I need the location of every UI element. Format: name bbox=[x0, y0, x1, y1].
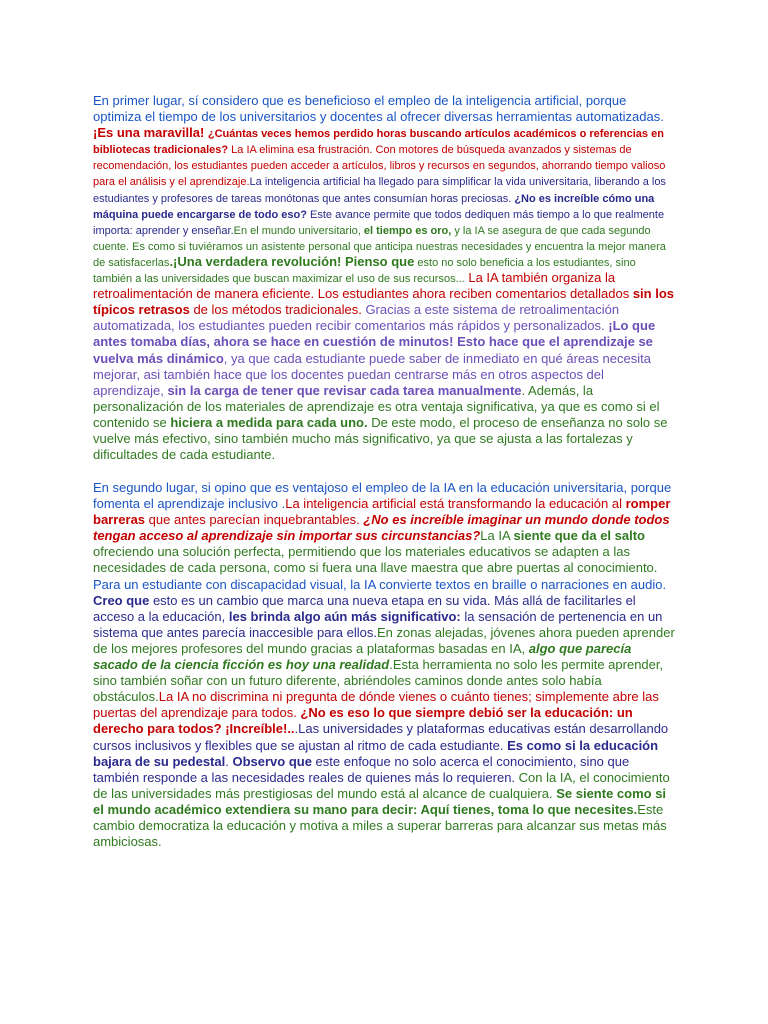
text-run: .Esta herramienta no solo les permite aprender, sino también soñar con un futuro diferente, abriéndoles caminos donde antes solo había obstáculos. bbox=[93, 657, 664, 705]
text-run: ¿No es eso lo que siempre debió ser la educación: un derecho para todos? ¡Increíble!.. bbox=[93, 705, 633, 737]
text-run: ¿No es increíble cómo una máquina puede encargarse de todo eso? bbox=[93, 192, 655, 221]
text-run: Es como si la educación bajara de su pedestal bbox=[93, 737, 659, 769]
text-run: la sensación de pertenencia en un sistema que antes parecía inaccesible para ellos. bbox=[93, 608, 663, 640]
text-run: esto es un cambio que marca una nueva etapa en su vida. Más allá de facilitarles el acceso a la educación, bbox=[93, 592, 636, 624]
text-run: sin los típicos retrasos bbox=[93, 286, 675, 318]
text-run: ¿No es increíble imaginar un mundo donde todos tengan acceso al aprendizaje sin importar sus circunstancias? bbox=[93, 512, 670, 544]
text-run: Observo que bbox=[232, 753, 312, 769]
text-run: de los métodos tradicionales. bbox=[189, 302, 366, 318]
text-run: ¿Cuántas veces hemos perdido horas buscando artículos académicos o referencias en bibliotecas tradicionales? bbox=[93, 128, 664, 157]
text-run: Se siente como si el mundo académico extendiera su mano para decir: Aquí tienes, toma lo que necesites. bbox=[93, 785, 667, 817]
text-run: La IA no discrimina ni pregunta de dónde vienes o cuánto tienes; simplemente abre las puertas del aprendizaje para todos. bbox=[93, 689, 659, 721]
text-run: sin la carga de tener que revisar cada tarea manualmente bbox=[167, 382, 522, 398]
text-run: En primer lugar, sí considero que es beneficioso el empleo de la inteligencia artificial, porque optimiza el tiempo de los universitarios y docentes al ofrecer diversas herramientas automatizadas. bbox=[93, 93, 664, 125]
text-run: La IA elimina esa frustración. Con motores de búsqueda avanzados y sistemas de recomendación, los estudiantes pueden acceder a artículos, libros y recursos en segundos, ahorrando tiempo valioso para el análisis y el aprendizaje. bbox=[93, 144, 666, 189]
text-run: ¡Es una maravilla! bbox=[93, 125, 208, 141]
text-run: La inteligencia artificial ha llegado para simplificar la vida universitaria, liberando a los estudiantes y profesores de tareas monótonas que antes consumían horas preciosas. bbox=[93, 176, 666, 205]
text-run: La IA también organiza la retroalimentación de manera eficiente. Los estudiantes ahora reciben comentarios detallados bbox=[93, 270, 633, 302]
text-run: ofreciendo una solución perfecta, permitiendo que los materiales educativos se adapten a las necesidades de cada persona, como si fuera una llave maestra que abre puertas al conocimiento. bbox=[93, 544, 658, 576]
text-run: La inteligencia artificial está transformando la educación al bbox=[285, 496, 626, 512]
text-run: romper barreras bbox=[93, 496, 671, 528]
text-run: Con la IA, el conocimiento de las universidades más prestigiosas del mundo está al alcance de cualquiera. bbox=[93, 769, 670, 801]
text-run: .¡Una verdadera revolución! Pienso que bbox=[169, 253, 415, 269]
text-run: el tiempo es oro, bbox=[363, 224, 452, 237]
text-run: Creo que bbox=[93, 592, 150, 608]
text-run: Para un estudiante con discapacidad visual, la IA convierte textos en braille o narraciones en audio. bbox=[93, 576, 667, 592]
text-run: . bbox=[225, 753, 233, 769]
text-run: . Además, la personalización de los materiales de aprendizaje es otra ventaja significativa, ya que es como si el contenido se bbox=[93, 382, 660, 430]
text-run: este enfoque no solo acerca el conocimiento, sino que también responde a las necesidades reales de quienes más lo requieren. bbox=[93, 753, 630, 785]
text-run: Gracias a este sistema de retroalimentación automatizada, los estudiantes pueden recibir comentarios más rápidos y personalizados. bbox=[93, 302, 620, 334]
text-run: y la IA se asegura de que cada segundo cuente. Es como si tuviéramos un asistente personal que anticipa nuestras necesidades y encuentra la mejor manera de satisfacerlas bbox=[93, 224, 666, 269]
text-run: esto no solo beneficia a los estudiantes, sino también a las universidades que buscan maximizar el uso de sus recursos... bbox=[93, 256, 636, 286]
text-run: les brinda algo aún más significativo: bbox=[228, 608, 461, 624]
text-run: Este cambio democratiza la educación y motiva a miles a superar barreras para alcanzar sus metas más ambiciosas. bbox=[93, 801, 667, 850]
text-run: En segundo lugar, si opino que es ventajoso el empleo de la IA en la educación universitaria, porque fomenta el aprendizaje inclusivo . bbox=[93, 480, 672, 512]
text-run: Este avance permite que todos dediquen más tiempo a lo que realmente importa: aprender y enseñar. bbox=[93, 208, 665, 237]
text-run: .Las universidades y plataformas educativas están desarrollando cursos inclusivos y flexibles que se ajustan al ritmo de cada estudiante. bbox=[93, 721, 669, 753]
text-run: que antes parecían inquebrantables. bbox=[145, 512, 364, 528]
text-run: De este modo, el proceso de enseñanza no solo se vuelve más efectivo, sino también mucho más significativo, ya que se ajusta a las fortalezas y dificultades de cada estudiante. bbox=[93, 414, 668, 463]
paragraph-first-argument bbox=[93, 93, 677, 463]
text-run: ¡Lo que antes tomaba días, ahora se hace en cuestión de minutos! Esto hace que el aprendizaje se vuelva más dinámico bbox=[93, 318, 656, 366]
paragraph-second-argument bbox=[93, 480, 677, 850]
text-run: En zonas alejadas, jóvenes ahora pueden aprender de los mejores profesores del mundo gracias a plataformas basadas en IA, bbox=[93, 624, 675, 656]
text-run: , ya que cada estudiante puede saber de inmediato en qué áreas necesita mejorar, asi también hace que los docentes puedan centrarse más en otros aspectos del aprendizaje, bbox=[93, 350, 651, 398]
text-run: algo que parecía sacado de la ciencia ficción es hoy una realidad bbox=[93, 640, 632, 673]
text-run: siente que da el salto bbox=[513, 528, 646, 544]
text-run: hiciera a medida para cada uno. bbox=[170, 414, 368, 430]
text-run: En el mundo universitario, bbox=[233, 224, 364, 237]
text-run: La IA bbox=[480, 528, 514, 544]
